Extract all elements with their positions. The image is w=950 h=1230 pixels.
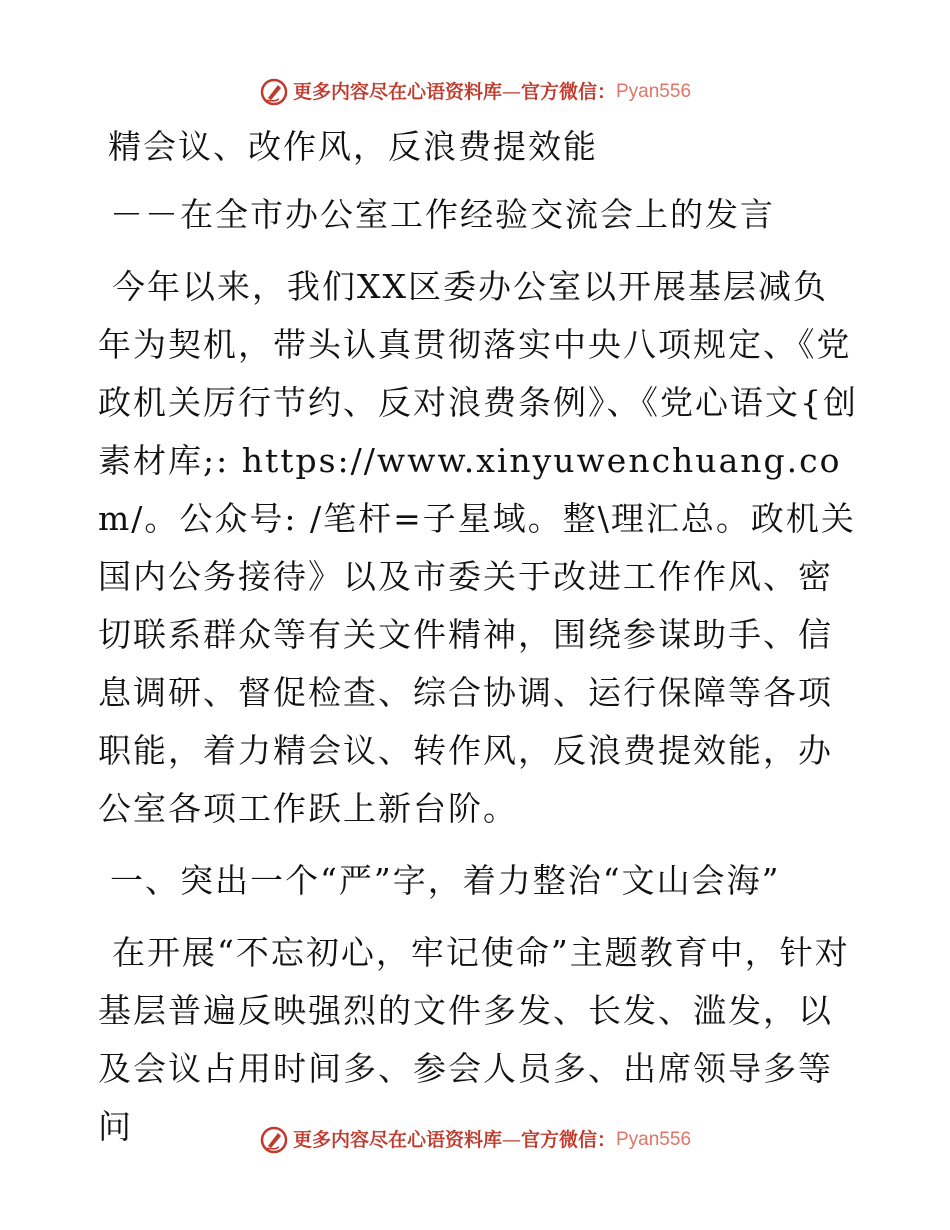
document-subtitle: －－在全市办公室工作经验交流会上的发言 <box>110 195 775 234</box>
pen-circle-logo-icon <box>259 77 289 107</box>
watermark-separator: — <box>501 1129 521 1151</box>
watermark-account: Pyan556 <box>616 81 692 102</box>
pen-circle-logo-icon <box>259 1125 289 1155</box>
watermark-header <box>0 76 950 107</box>
watermark-footer <box>0 1124 950 1155</box>
paragraph-intro: 今年以来，我们XX区委办公室以开展基层减负年为契机，带头认真贯彻落实中央八项规定、《党政机关厉行节约、反对浪费条例》、《党心语文{创素材库;: https://www.xinyuwenchuang.com/。公众号: /笔杆=子星域。整\理汇总。政机关国内公务接待》以及市委关于改进工作作风、密切联系群众等有关文件精神，围绕参谋助手、信息调研、督促检查、综合协调、运行保障等各项职能，着力精会议、转作风，反浪费提效能，办公室各项工作跃上新台阶。 <box>98 267 858 828</box>
document-body <box>98 122 858 1156</box>
document-title: 精会议、改作风，反浪费提效能 <box>108 127 598 166</box>
watermark-separator: — <box>501 81 521 103</box>
paragraph-section-1: 在开展“不忘初心，牢记使命”主题教育中，针对基层普遍反映强烈的文件多发、长发、滥发，以及会议占用时间多、参会人员多、出席领导多等问 <box>98 933 850 1146</box>
watermark-brand: 更多内容尽在心语资料库 <box>292 81 502 103</box>
watermark-brand: 更多内容尽在心语资料库 <box>292 1129 502 1151</box>
watermark-account: Pyan556 <box>616 1129 692 1150</box>
watermark-label: 官方微信： <box>520 81 616 103</box>
section-heading: 一、突出一个“严”字，着力整治“文山会海” <box>110 861 781 900</box>
watermark-label: 官方微信： <box>520 1129 616 1151</box>
